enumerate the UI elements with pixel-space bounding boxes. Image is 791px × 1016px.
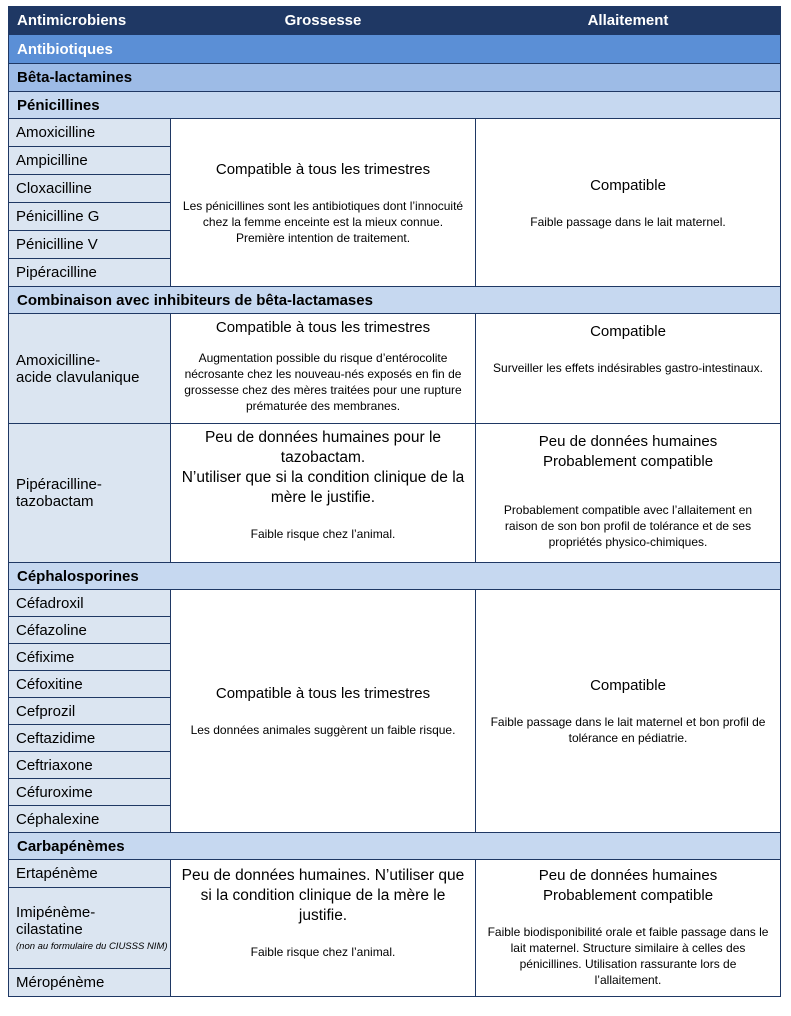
allaitement-detail: Faible passage dans le lait maternel et bon profil de tolérance en pédiatrie. [490, 715, 766, 745]
drug-name: Céphalexine [9, 806, 171, 833]
drug-name: Méropénème [9, 969, 171, 997]
allaitement-detail: Faible biodisponibilité orale et faible passage dans le lait maternel. Structure similaire à celles des pénicillines. Utilisation rassurante lors de l’allaitement. [487, 925, 769, 987]
drug-name: Pénicilline V [9, 231, 171, 259]
drug-name: Amoxicilline- acide clavulanique [9, 314, 171, 424]
penicillines-grossesse-cell [171, 119, 476, 287]
section-cephalosporines: Céphalosporines [9, 563, 781, 590]
grossesse-detail: Faible risque chez l’animal. [250, 945, 396, 959]
section-penicillines: Pénicillines [9, 92, 781, 119]
drug-name: Imipénème- cilastatine (non au formulaire du CIUSSS NIM) [9, 888, 171, 969]
grossesse-main: Compatible à tous les trimestres [215, 319, 431, 336]
amoxiclav-allaitement-cell [476, 314, 781, 424]
allaitement-detail: Faible passage dans le lait maternel. [530, 214, 726, 229]
drug-name: Céfadroxil [9, 590, 171, 617]
drug-name: Céfuroxime [9, 779, 171, 806]
section-beta-lactamines: Bêta-lactamines [9, 64, 781, 92]
header-antimicrobiens: Antimicrobiens [9, 7, 171, 35]
section-row [9, 833, 781, 860]
drug-name: Pénicilline G [9, 203, 171, 231]
grossesse-main: Peu de données humaines. N’utiliser que si la condition clinique de la mère le justifie. [181, 867, 465, 924]
allaitement-main: Peu de données humaines Probablement compatible [538, 433, 718, 470]
section-combinaison: Combinaison avec inhibiteurs de bêta-lactamases [9, 287, 781, 314]
section-antibiotiques: Antibiotiques [9, 35, 781, 64]
section-row [9, 287, 781, 314]
grossesse-detail-2: Première intention de traitement. [235, 230, 411, 245]
cephalosporines-grossesse-cell [171, 590, 476, 833]
grossesse-detail: Faible risque chez l’animal. [250, 527, 396, 541]
table-row [9, 314, 781, 424]
header-grossesse: Grossesse [171, 7, 476, 35]
cephalosporines-allaitement-cell [476, 590, 781, 833]
allaitement-main: Compatible [590, 176, 666, 194]
amoxiclav-grossesse-cell [171, 314, 476, 424]
table-row [9, 860, 781, 888]
header-allaitement: Allaitement [476, 7, 781, 35]
allaitement-main: Compatible [590, 677, 666, 694]
header-row [9, 7, 781, 35]
penicillines-allaitement-cell [476, 119, 781, 287]
piptazo-allaitement-cell [476, 424, 781, 563]
section-row [9, 563, 781, 590]
drug-name: Ertapénème [9, 860, 171, 888]
drug-name: Céfoxitine [9, 671, 171, 698]
drug-name: Pipéracilline [9, 259, 171, 287]
formulary-note: (non au formulaire du CIUSSS NIM) [16, 940, 168, 952]
drug-name: Céfixime [9, 644, 171, 671]
allaitement-detail: Probablement compatible avec l’allaitement en raison de son bon profil de tolérance et de ses propriétés physico-chimiques. [503, 503, 753, 549]
allaitement-main: Compatible [590, 323, 666, 340]
grossesse-detail: Les pénicillines sont les antibiotiques dont l’innocuité chez la femme enceinte est la mieux connue. Première intention de traitement. [182, 198, 464, 245]
drug-name: Ceftriaxone [9, 752, 171, 779]
piptazo-grossesse-cell [171, 424, 476, 563]
allaitement-detail: Surveiller les effets indésirables gastro-intestinaux. [493, 361, 763, 375]
section-row [9, 92, 781, 119]
drug-name: Pipéracilline- tazobactam [9, 424, 171, 563]
drug-name: Cloxacilline [9, 175, 171, 203]
section-carbapenemes: Carbapénèmes [9, 833, 781, 860]
drug-name: Ampicilline [9, 147, 171, 175]
section-row [9, 64, 781, 92]
section-row [9, 35, 781, 64]
table-row [9, 424, 781, 563]
drug-name: Cefprozil [9, 698, 171, 725]
grossesse-main: Compatible à tous les trimestres [215, 160, 431, 178]
grossesse-main: Compatible à tous les trimestres [215, 685, 431, 702]
antimicrobial-table [8, 6, 781, 997]
drug-name: Céfazoline [9, 617, 171, 644]
table-row [9, 590, 781, 617]
drug-name: Ceftazidime [9, 725, 171, 752]
grossesse-main: Peu de données humaines pour le tazobactam. N’utiliser que si la condition clinique de la mère le justifie. [181, 429, 465, 506]
carbapenemes-allaitement-cell [476, 860, 781, 997]
grossesse-detail: Les données animales suggèrent un faible risque. [190, 723, 456, 737]
table-row [9, 119, 781, 147]
allaitement-main: Peu de données humaines Probablement compatible [538, 867, 718, 904]
grossesse-detail: Augmentation possible du risque d’entérocolite nécrosante chez les nouveau-nés exposés en fin de grossesse chez des mères traitées pour une rupture prématurée des membranes. [184, 351, 462, 413]
drug-name: Amoxicilline [9, 119, 171, 147]
carbapenemes-grossesse-cell [171, 860, 476, 997]
